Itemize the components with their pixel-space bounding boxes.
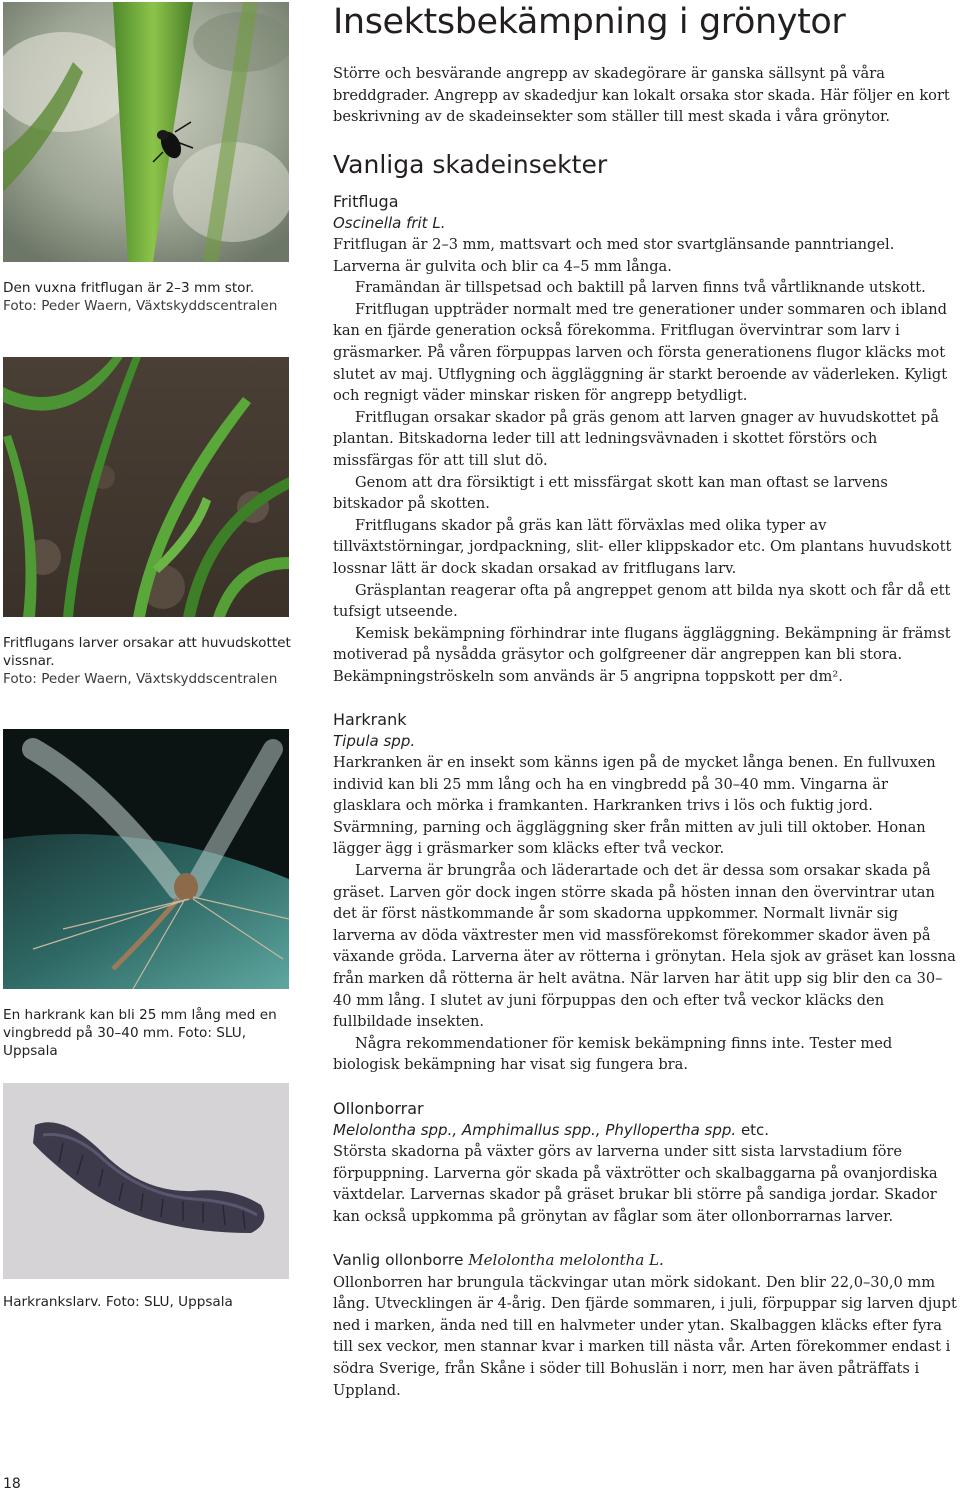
photo-frit-fly <box>3 2 289 262</box>
caption-text: Den vuxna fritflugan är 2–3 mm stor. <box>3 280 255 296</box>
paragraph: Kemisk bekämpning förhindrar inte flugans äggläggning. Bekämpning är främst motiverad på nysådda gräsytor och golfgreener där angreppen kan bli stora. Bekämpningströskeln som används är 5 angripna toppskott per dm². <box>333 624 951 685</box>
page-number: 18 <box>3 1476 21 1492</box>
section-ollonborrar <box>333 1098 958 1227</box>
paragraph: Fritflugans skador på gräs kan lätt förväxlas med olika typer av tillväxtstörningar, jordpackning, slit- eller klippskador etc. Om plantans huvudskott lossnar lätt är dock skadan orsakad av fritflugans larv. <box>333 516 952 577</box>
latin-name: Oscinella frit L. <box>333 214 446 232</box>
caption-text: En harkrank kan bli 25 mm lång med en vingbredd på 30–40 mm. Foto: SLU, Uppsala <box>3 1007 277 1059</box>
paragraph: Fritflugan är 2–3 mm, mattsvart och med stor svartglänsande panntriangel. Larverna är gulvita och blir ca 4–5 mm långa. <box>333 236 895 275</box>
paragraph: Harkranken är en insekt som känns igen på de mycket långa benen. En fullvuxen individ kan bli 25 mm lång och ha en vingbredd på 30–40 mm. Vingarna är glasklara och mörka i framkanten. Harkranken trivs i lös och fuktig jord. Svärmning, parning och äggläggning sker från mitten av juli till oktober. Honan lägger ägg i gräsmarker som kläcks efter två veckor. <box>333 754 936 858</box>
caption-text: Fritflugans larver orsakar att huvudskottet vissnar. <box>3 635 291 669</box>
section-heading: Vanliga skadeinsekter <box>333 150 608 179</box>
latin-species: Melolontha spp., Amphimallus spp., Phyllopertha spp. <box>333 1121 737 1139</box>
photo-frit-damage <box>3 357 289 617</box>
species-heading: Fritfluga <box>333 192 399 211</box>
intro-paragraph: Större och besvärande angrepp av skadegörare är ganska sällsynt på våra breddgrader. Angrepp av skadedjur kan lokalt orsaka stor skada. Här följer en kort beskrivning av de skadeinsekter som ställer till mest skada i våra grönytor. <box>333 65 950 125</box>
photo-crane-fly <box>3 729 289 989</box>
caption-text: Harkrankslarv. Foto: SLU, Uppsala <box>3 1294 233 1310</box>
latin-name <box>333 1120 958 1141</box>
species-heading: Harkrank <box>333 710 407 729</box>
paragraph: Gräsplantan reagerar ofta på angreppet genom att bilda nya skott och får då ett tufsigt utseende. <box>333 581 951 621</box>
species-heading: Ollonborrar <box>333 1099 424 1118</box>
paragraph: Larverna är brungråa och läderartade och det är dessa som orsakar skada på gräset. Larven gör dock ingen större skada på hösten innan den övervintrar utan det är först nästkommande år som skadorna uppkommer. Normalt livnär sig larverna av döda växtrester men vid massförekomst förekommer skador även på växande gröda. Larverna äter av rötterna i grönytan. Hela sjok av gräset kan lossna från marken då rötterna är helt avätna. När larven har ätit upp sig blir den ca 30–40 mm lång. I slutet av juni förpuppas den och efter två veckor kläcks den fullbildade insekten. <box>333 861 956 1031</box>
paragraph: Några rekommendationer för kemisk bekämpning finns inte. Tester med biologisk bekämpning har visat sig fungera bra. <box>333 1034 893 1074</box>
latin-suffix: etc. <box>736 1121 770 1139</box>
caption-frit-damage <box>3 634 293 688</box>
latin-name: Melolontha melolontha L. <box>468 1251 664 1269</box>
paragraph: Fritflugan orsakar skador på gräs genom att larven gnager av huvudskottet på plantan. Bitskadorna leder till att ledningsvävnaden i skottet förstörs och missfärgas för att till slut dö. <box>333 408 939 469</box>
species-line <box>333 1250 958 1272</box>
section-vanlig-ollonborre <box>333 1250 958 1401</box>
latin-name: Tipula spp. <box>333 732 416 750</box>
section-harkrank <box>333 709 958 1076</box>
species-heading: Vanlig ollonborre <box>333 1251 464 1269</box>
section-fritfluga <box>333 191 958 687</box>
photo-crane-fly-larva <box>3 1083 289 1279</box>
page-title: Insektsbekämpning i grönytor <box>333 2 846 42</box>
caption-larva <box>3 1293 293 1311</box>
paragraph: Största skadorna på växter görs av larverna under sitt sista larvstadium före förpuppning. Larverna gör skada på växtrötter och skalbaggarna på ovanjordiska växtdelar. Larvernas skador på gräset brukar bli större på sandiga jordar. Skador kan också uppkomma på grönytan av fåglar som äter ollonborrarnas larver. <box>333 1143 938 1225</box>
paragraph: Ollonborren har brungula täckvingar utan mörk sidokant. Den blir 22,0–30,0 mm lång. Utvecklingen är 4-årig. Den fjärde sommaren, i juli, förpuppar sig larven djupt ned i marken, ända ned till en halvmeter under ytan. Skalbaggen kläcks efter fyra till sex veckor, men stannar kvar i marken till nästa vår. Arten förekommer endast i södra Sverige, från Skåne i söder till Bohuslän i norr, men har även påträffats i Uppland. <box>333 1273 957 1399</box>
paragraph: Fritflugan uppträder normalt med tre generationer under sommaren och ibland kan en fjärde generation också förekomma. Fritflugan övervintrar som larv i gräsmarker. På våren förpuppas larven och första generationens flugor kläcks mot slutet av maj. Utflygning och äggläggning är starkt beroende av väderleken. Kyligt och regnigt väder minskar risken för angrepp betydligt. <box>333 300 948 405</box>
photo-credit: Foto: Peder Waern, Växtskyddscentralen <box>3 671 278 687</box>
caption-frit-fly <box>3 279 293 315</box>
paragraph: Framändan är tillspetsad och baktill på larven finns två vårtliknande utskott. <box>355 279 926 297</box>
paragraph: Genom att dra försiktigt i ett missfärgat skott kan man oftast se larvens bitskador på skotten. <box>333 473 888 513</box>
caption-crane-fly <box>3 1006 293 1060</box>
photo-credit: Foto: Peder Waern, Växtskyddscentralen <box>3 298 278 314</box>
